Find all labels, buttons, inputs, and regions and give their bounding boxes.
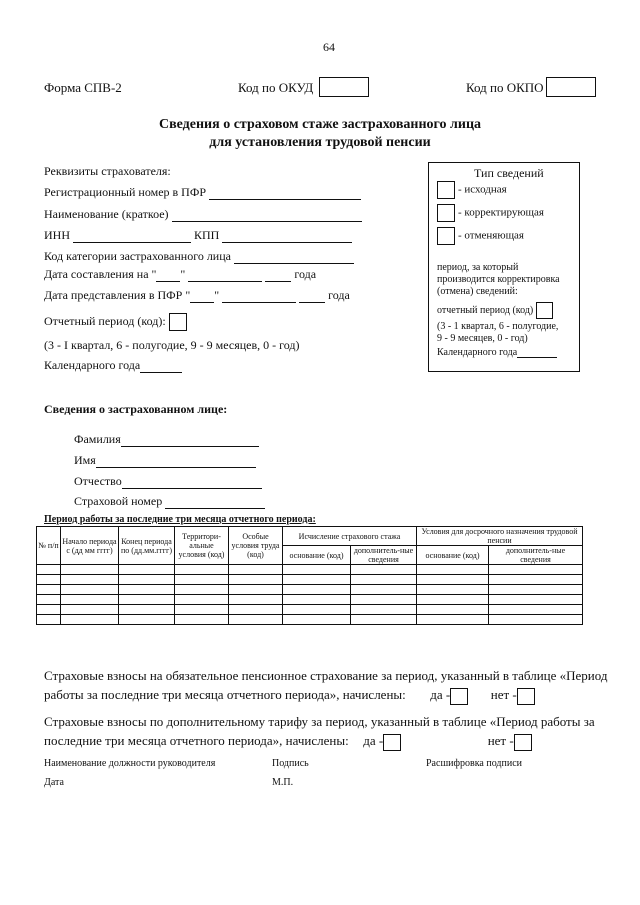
correction-calendar-year-field[interactable] xyxy=(517,347,557,358)
calendar-year-row xyxy=(44,358,182,373)
date-compiled-month[interactable] xyxy=(188,269,262,282)
table-cell[interactable] xyxy=(229,605,283,615)
contrib2-no-box[interactable] xyxy=(514,734,532,751)
reg-number-label: Регистрационный номер в ПФР xyxy=(44,185,206,199)
form-title-line1: Сведения о страховом стаже застрахованного лица xyxy=(158,117,482,132)
contrib2-line2-row: последние три месяца отчетного периода», начислены: да - нет - xyxy=(44,733,532,751)
table-cell[interactable] xyxy=(351,605,417,615)
signature-label: Подпись xyxy=(272,758,309,769)
report-period-label: Отчетный период (код): xyxy=(44,313,166,328)
table-row xyxy=(37,605,583,615)
table-cell[interactable] xyxy=(175,585,229,595)
group-early-header: Условия для досрочного назначения трудовой пенсии xyxy=(417,527,583,546)
col-special-header: Особые условия труда (код) xyxy=(229,527,283,565)
name-short-label: Наименование (краткое) xyxy=(44,207,169,221)
table-row xyxy=(37,595,583,605)
okpo-label: Код по ОКПО xyxy=(466,80,544,95)
table-row xyxy=(37,565,583,575)
inn-field[interactable] xyxy=(73,230,191,243)
col-territorial-header: Территори-альные условия (код) xyxy=(175,527,229,565)
work-period-table xyxy=(36,526,583,625)
report-period-row xyxy=(44,313,187,331)
table-cell[interactable] xyxy=(417,595,489,605)
table-cell[interactable] xyxy=(351,575,417,585)
table-cell[interactable] xyxy=(489,575,583,585)
table-cell[interactable] xyxy=(119,585,175,595)
calendar-year-field[interactable] xyxy=(140,360,182,373)
table-cell[interactable] xyxy=(61,585,119,595)
form-title-line2: для установления трудовой пенсии xyxy=(209,135,431,150)
inn-label: ИНН xyxy=(44,228,70,242)
sub-extra2-header: дополнитель-ные сведения xyxy=(489,546,583,565)
reg-number-row xyxy=(44,185,361,200)
contrib1-no-box[interactable] xyxy=(517,688,535,705)
table-cell[interactable] xyxy=(61,615,119,625)
info-type-heading: Тип сведений xyxy=(474,166,544,180)
checkbox[interactable] xyxy=(437,181,455,199)
name-short-field[interactable] xyxy=(172,209,362,222)
table-cell[interactable] xyxy=(61,595,119,605)
date-label: Дата xyxy=(44,777,64,788)
table-row xyxy=(37,575,583,585)
table-cell[interactable] xyxy=(37,605,61,615)
checkbox[interactable] xyxy=(437,227,455,245)
type-option-corrective[interactable]: - корректирующая xyxy=(437,204,544,222)
patronymic-row: Отчество xyxy=(74,474,262,489)
table-cell[interactable] xyxy=(229,595,283,605)
sub-extra-header: дополнитель-ные сведения xyxy=(351,546,417,565)
table-cell[interactable] xyxy=(283,595,351,605)
table-cell[interactable] xyxy=(119,575,175,585)
work-period-body xyxy=(37,565,583,625)
table-cell[interactable] xyxy=(37,575,61,585)
page-number: 64 xyxy=(323,40,335,54)
calendar-year-label: Календарного года xyxy=(44,358,141,372)
table-cell[interactable] xyxy=(229,585,283,595)
table-cell[interactable] xyxy=(37,565,61,575)
category-row xyxy=(44,249,354,264)
insurance-number-row: Страховой номер xyxy=(74,494,265,509)
group-calc-header: Исчисление страхового стажа xyxy=(283,527,417,546)
table-cell[interactable] xyxy=(119,605,175,615)
table-cell[interactable] xyxy=(37,595,61,605)
checkbox[interactable] xyxy=(437,204,455,222)
table-cell[interactable] xyxy=(283,615,351,625)
form-label: Форма СПВ-2 xyxy=(44,80,122,95)
report-period-hint: (3 - I квартал, 6 - полугодие, 9 - 9 месяцев, 0 - год) xyxy=(44,338,300,352)
col-end-header: Конец периода по (дд.мм.гггг) xyxy=(119,527,175,565)
table-cell[interactable] xyxy=(175,595,229,605)
firstname-field[interactable] xyxy=(96,455,256,468)
table-row xyxy=(37,615,583,625)
table-cell[interactable] xyxy=(229,575,283,585)
contrib2-yes-box[interactable] xyxy=(383,734,401,751)
insurance-number-field[interactable] xyxy=(165,496,265,509)
table-cell[interactable] xyxy=(283,565,351,575)
table-cell[interactable] xyxy=(351,585,417,595)
table-cell[interactable] xyxy=(417,575,489,585)
decoding-label: Расшифровка подписи xyxy=(426,758,522,769)
table-cell[interactable] xyxy=(175,565,229,575)
table-cell[interactable] xyxy=(489,595,583,605)
table-cell[interactable] xyxy=(351,615,417,625)
table-cell[interactable] xyxy=(489,565,583,575)
type-option-cancelling[interactable]: - отменяющая xyxy=(437,227,524,245)
type-option-original[interactable]: - исходная xyxy=(437,181,507,199)
table-cell[interactable] xyxy=(61,565,119,575)
date-compiled-year[interactable] xyxy=(265,269,291,282)
patronymic-field[interactable] xyxy=(122,476,262,489)
table-cell[interactable] xyxy=(417,585,489,595)
surname-field[interactable] xyxy=(121,434,259,447)
insured-heading: Сведения о застрахованном лице: xyxy=(44,402,228,416)
date-submitted-day[interactable] xyxy=(190,290,214,303)
table-cell[interactable] xyxy=(351,595,417,605)
table-cell[interactable] xyxy=(37,615,61,625)
table-cell[interactable] xyxy=(417,565,489,575)
surname-row: Фамилия xyxy=(74,432,259,447)
table-cell[interactable] xyxy=(175,575,229,585)
table-cell[interactable] xyxy=(119,565,175,575)
table-cell[interactable] xyxy=(489,605,583,615)
kpp-field[interactable] xyxy=(222,230,352,243)
table-cell[interactable] xyxy=(37,585,61,595)
date-submitted-month[interactable] xyxy=(222,290,296,303)
contrib1-line2-row: работы за последние три месяца отчетного периода», начислены: да - нет - xyxy=(44,687,535,705)
reg-number-field[interactable] xyxy=(209,187,361,200)
sub-basis-header: основание (код) xyxy=(283,546,351,565)
correction-calendar-year: Календарного года xyxy=(437,347,557,358)
category-label: Код категории застрахованного лица xyxy=(44,249,231,263)
position-label: Наименование должности руководителя xyxy=(44,758,216,769)
table-cell[interactable] xyxy=(61,605,119,615)
insurer-heading: Реквизиты страхователя: xyxy=(44,164,171,178)
date-compiled-day[interactable] xyxy=(156,269,180,282)
contrib1-yes-box[interactable] xyxy=(450,688,468,705)
kpp-label: КПП xyxy=(194,228,220,242)
category-field[interactable] xyxy=(234,251,354,264)
table-cell[interactable] xyxy=(229,565,283,575)
correction-period-text: период, за который производится корректировка (отмена) сведений: xyxy=(437,262,560,297)
okpo-code-field[interactable] xyxy=(546,77,596,97)
table-cell[interactable] xyxy=(175,605,229,615)
correction-report-period-field[interactable] xyxy=(536,302,553,319)
contrib1-line1: Страховые взносы на обязательное пенсионное страхование за период, указанный в таблице «Период xyxy=(44,668,608,683)
date-submitted-year[interactable] xyxy=(299,290,325,303)
correction-hint: (3 - 1 квартал, 6 - полугодие, 9 - 9 месяцев, 0 - год) xyxy=(437,321,559,344)
report-period-field[interactable] xyxy=(169,313,187,331)
table-cell[interactable] xyxy=(175,615,229,625)
col-num-header: № п/п xyxy=(37,527,61,565)
okud-code-field[interactable] xyxy=(319,77,369,97)
table-caption: Период работы за последние три месяца отчетного периода: xyxy=(44,514,316,525)
table-cell[interactable] xyxy=(119,615,175,625)
table-cell[interactable] xyxy=(489,585,583,595)
table-cell[interactable] xyxy=(417,605,489,615)
table-cell[interactable] xyxy=(351,565,417,575)
stamp-label: М.П. xyxy=(272,777,294,788)
firstname-row: Имя xyxy=(74,453,256,468)
table-cell[interactable] xyxy=(283,575,351,585)
table-cell[interactable] xyxy=(283,605,351,615)
date-compiled-row: Дата составления на " " года xyxy=(44,267,317,281)
table-cell[interactable] xyxy=(489,615,583,625)
table-cell[interactable] xyxy=(417,615,489,625)
col-start-header: Начало периода с (дд мм гггг) xyxy=(61,527,119,565)
name-short-row xyxy=(44,207,362,222)
contrib2-line1: Страховые взносы по дополнительному тарифу за период, указанный в таблице «Период работы за xyxy=(44,714,595,729)
info-type-panel xyxy=(428,162,580,372)
table-row xyxy=(37,585,583,595)
date-submitted-row: Дата представления в ПФР " " года xyxy=(44,288,350,302)
table-cell[interactable] xyxy=(283,585,351,595)
correction-report-period: отчетный период (код) xyxy=(437,302,553,319)
table-cell[interactable] xyxy=(119,595,175,605)
table-cell[interactable] xyxy=(61,575,119,585)
sub-basis2-header: основание (код) xyxy=(417,546,489,565)
inn-kpp-row xyxy=(44,228,352,243)
table-cell[interactable] xyxy=(229,615,283,625)
okud-label: Код по ОКУД xyxy=(238,80,314,95)
